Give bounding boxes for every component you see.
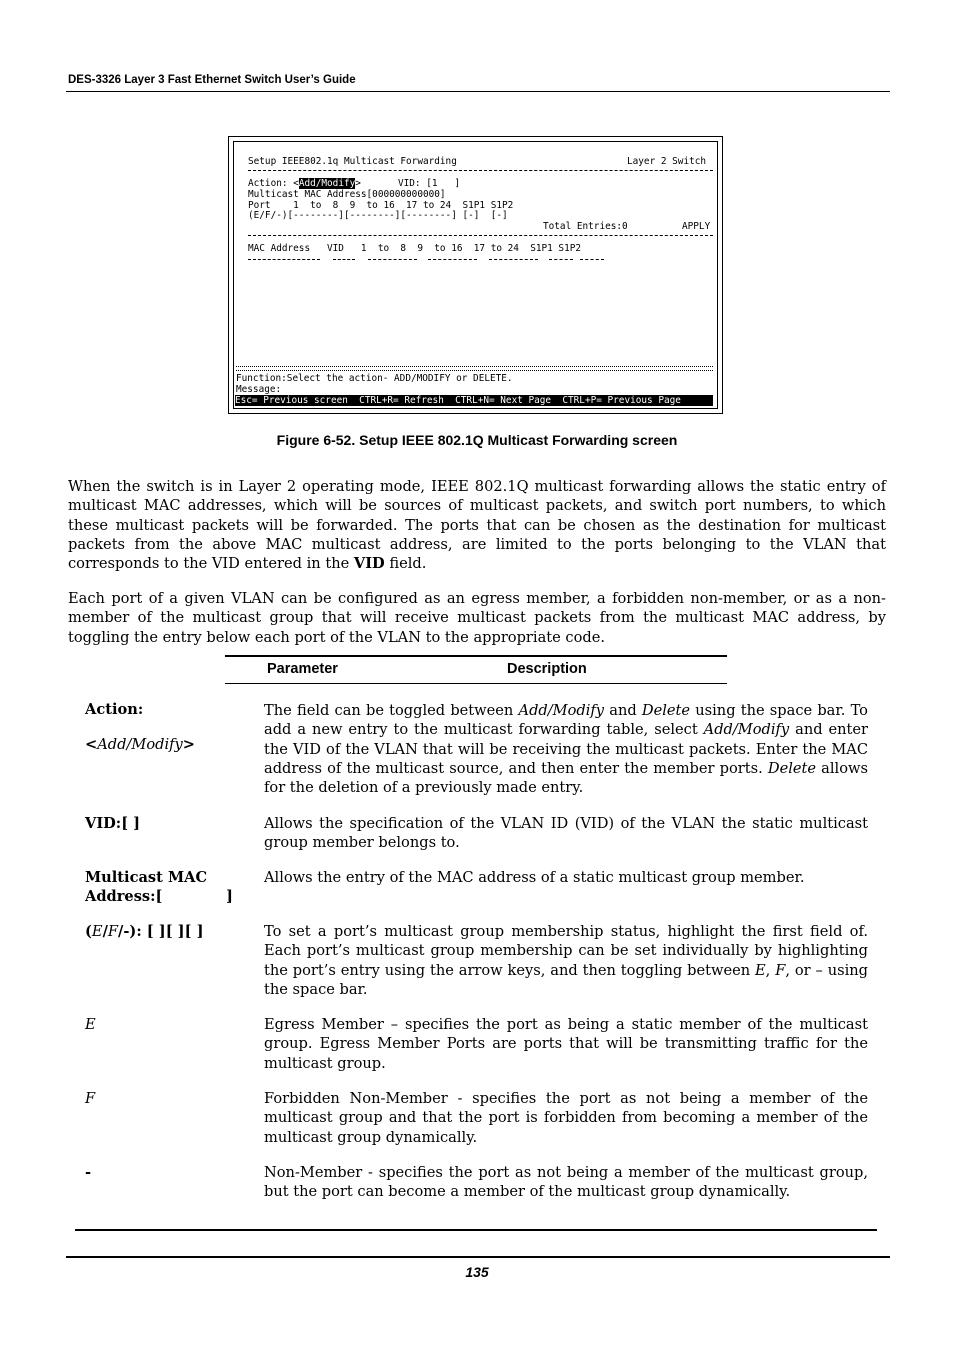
param-dash: -: [85, 1164, 92, 1181]
header-rule: [66, 91, 890, 92]
param-multicast-mac: Multicast MAC: [85, 869, 208, 886]
desc-f: Forbidden Non-Member - specifies the port as not being a member of the multicast group and that the port is forbidden from becoming a member of the multicast group dynamically.: [264, 1090, 868, 1146]
terminal-total-entries: Total Entries:0: [543, 221, 628, 232]
desc-action: The field can be toggled between Add/Modify and Delete using the space bar. To add a new entry to the multicast forwarding table, select Add/Modify and enter the VID of the VLAN that will be receiving the multicast packets. Enter the MAC address of the multicast source, and then enter the member ports. Delete allows for the deletion of a previously made entry.: [264, 702, 869, 797]
desc-multicast-mac: Allows the entry of the MAC address of a static multicast group member.: [264, 869, 805, 886]
terminal-vid-field[interactable]: VID: [1 ]: [398, 178, 461, 189]
desc-efd: To set a port’s multicast group membership status, highlight the first field of. Each port’s multicast group membership can be set individually by highlighting the port’s entry using the arrow keys, and then toggling between E, F, or – using the space bar.: [264, 923, 868, 998]
terminal-col-underline: [489, 259, 538, 260]
terminal-mode: Layer 2 Switch: [627, 156, 707, 167]
param-efd: (E/F/-): [ ][ ][ ]: [85, 923, 204, 940]
footer-rule: [66, 1256, 890, 1258]
terminal-divider: [248, 235, 713, 236]
figure-caption: Figure 6-52. Setup IEEE 802.1Q Multicast Forwarding screen: [276, 432, 678, 448]
table-bottom-rule: [75, 1229, 877, 1231]
terminal-separator: [236, 366, 713, 371]
terminal-col-underline: [333, 259, 355, 260]
terminal-col-underline: [428, 259, 477, 260]
terminal-divider: [248, 170, 713, 171]
terminal-col-underline: [580, 259, 604, 260]
desc-e: Egress Member – specifies the port as being a static member of the multicast group. Egress Member Ports are ports that will be transmitting traffic for the multicast group.: [264, 1016, 868, 1072]
page-number: 135: [465, 1264, 489, 1280]
terminal-col-underline: [248, 259, 320, 260]
terminal-message-line: Message:: [236, 384, 282, 395]
terminal-list-header: MAC Address VID 1 to 8 9 to 16 17 to 24 S1P1 S1P2: [248, 243, 582, 254]
desc-vid: Allows the specification of the VLAN ID (VID) of the VLAN the static multicast group member belongs to.: [264, 815, 868, 852]
param-multicast-mac-close: ]: [226, 888, 233, 905]
terminal-efd-line[interactable]: (E/F/-)[--------][--------][--------] [-] [-]: [248, 210, 508, 221]
table-header-description: Description: [507, 661, 587, 677]
param-vid: VID:[ ]: [85, 815, 141, 832]
terminal-col-underline: [368, 259, 417, 260]
param-e: E: [85, 1016, 96, 1033]
terminal-title: Setup IEEE802.1q Multicast Forwarding: [248, 156, 457, 167]
table-top-rule: [225, 655, 727, 657]
table-header-rule: [225, 683, 727, 684]
terminal-apply-button[interactable]: APPLY: [682, 221, 711, 232]
terminal-status-bar: Esc= Previous screen CTRL+R= Refresh CTRL+N= Next Page CTRL+P= Previous Page: [235, 395, 713, 406]
param-multicast-mac-address: Address:[: [85, 888, 163, 905]
param-f: F: [85, 1090, 96, 1107]
page-header-title: DES-3326 Layer 3 Fast Ethernet Switch User’s Guide: [68, 74, 356, 86]
paragraph-1: When the switch is in Layer 2 operating mode, IEEE 802.1Q multicast forwarding allows the static entry of multicast MAC addresses, which will be sources of multicast packets, and switch port numbers, to which these multicast packets will be forwarded. The ports that can be chosen as the destination for multicast packets from the above MAC multicast address, are limited to the ports belonging to the VLAN that corresponds to the VID entered in the VID field.: [68, 478, 886, 573]
terminal-port-line: Port 1 to 8 9 to 16 17 to 24 S1P1 S1P2: [248, 200, 514, 211]
terminal-col-underline: [549, 259, 573, 260]
paragraph-2: Each port of a given VLAN can be configured as an egress member, a forbidden non-member, or as a non-member of the multicast group that will receive multicast packets from the multicast MAC address, by toggling the entry below each port of the VLAN to the appropriate code.: [68, 590, 886, 646]
terminal-action-value[interactable]: Add/Modify: [298, 178, 356, 189]
desc-dash: Non-Member - specifies the port as not being a member of the multicast group, but the port can become a member of the multicast group dynamically.: [264, 1164, 868, 1201]
param-action: Action:: [85, 701, 144, 718]
terminal-mac-field[interactable]: Multicast MAC Address[000000000000]: [248, 189, 446, 200]
table-header-parameter: Parameter: [267, 661, 338, 677]
param-action-value: <Add/Modify>: [85, 736, 195, 753]
terminal-function-line: Function:Select the action- ADD/MODIFY or DELETE.: [236, 373, 513, 384]
terminal-action-label: Action: <Add/Modify>: [248, 178, 361, 189]
